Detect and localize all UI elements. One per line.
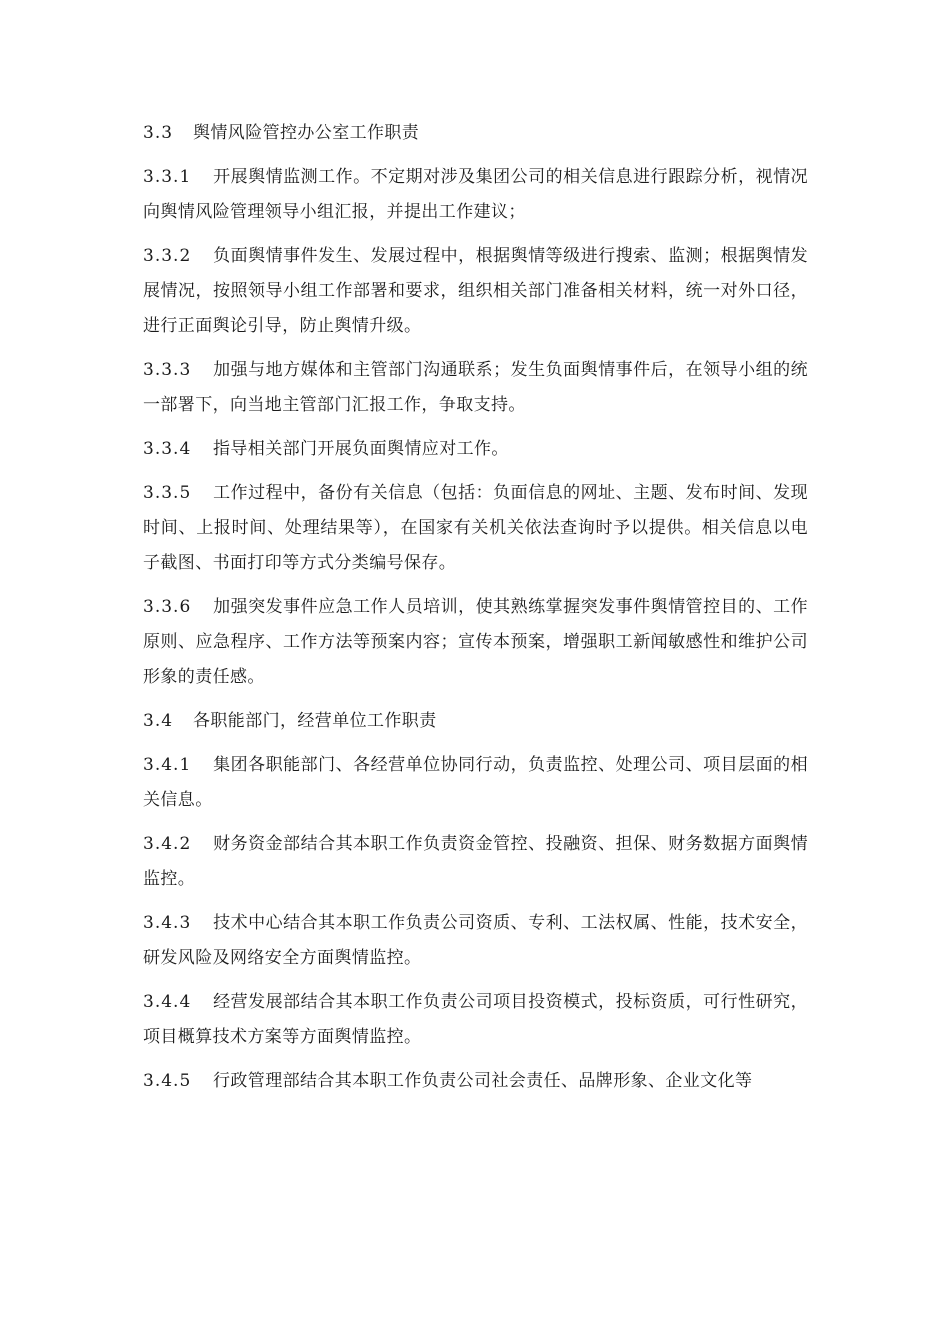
clause-text: 行政管理部结合其本职工作负责公司社会责任、品牌形象、企业文化等 [213, 1071, 753, 1091]
clause-3-3-6 [143, 590, 808, 695]
clause-3-3-2 [143, 239, 808, 344]
clause-number: 3.3.3 [143, 360, 192, 380]
clause-text: 经营发展部结合其本职工作负责公司项目投资模式，投标资质，可行性研究，项目概算技术方案等方面舆情监控。 [143, 992, 808, 1047]
document-page [143, 116, 808, 1108]
clause-number: 3.3.2 [143, 246, 192, 266]
clause-3-4-5 [143, 1064, 808, 1099]
clause-3-3-4 [143, 432, 808, 467]
clause-text: 技术中心结合其本职工作负责公司资质、专利、工法权属、性能，技术安全，研发风险及网络安全方面舆情监控。 [143, 913, 808, 968]
clause-number: 3.3.5 [143, 483, 192, 503]
section-number: 3.3 [143, 123, 174, 143]
clause-text: 集团各职能部门、各经营单位协同行动，负责监控、处理公司、项目层面的相关信息。 [143, 755, 808, 810]
clause-3-3-3 [143, 353, 808, 423]
section-number: 3.4 [143, 711, 174, 731]
clause-number: 3.3.4 [143, 439, 192, 459]
clause-number: 3.4.3 [143, 913, 192, 933]
clause-text: 加强与地方媒体和主管部门沟通联系；发生负面舆情事件后，在领导小组的统一部署下，向当地主管部门汇报工作，争取支持。 [143, 360, 808, 415]
clause-number: 3.4.4 [143, 992, 192, 1012]
clause-3-4-4 [143, 985, 808, 1055]
clause-3-4-3 [143, 906, 808, 976]
clause-number: 3.4.5 [143, 1071, 192, 1091]
clause-text: 工作过程中，备份有关信息（包括：负面信息的网址、主题、发布时间、发现时间、上报时间、处理结果等），在国家有关机关依法查询时予以提供。相关信息以电子截图、书面打印等方式分类编号保存。 [143, 483, 808, 573]
clause-text: 负面舆情事件发生、发展过程中，根据舆情等级进行搜索、监测；根据舆情发展情况，按照领导小组工作部署和要求，组织相关部门准备相关材料，统一对外口径，进行正面舆论引导，防止舆情升级。 [143, 246, 808, 336]
section-heading-3-3 [143, 116, 808, 151]
clause-3-4-1 [143, 748, 808, 818]
section-heading-3-4 [143, 704, 808, 739]
clause-3-4-2 [143, 827, 808, 897]
clause-text: 加强突发事件应急工作人员培训，使其熟练掌握突发事件舆情管控目的、工作原则、应急程序、工作方法等预案内容；宣传本预案，增强职工新闻敏感性和维护公司形象的责任感。 [143, 597, 808, 687]
clause-number: 3.4.2 [143, 834, 192, 854]
clause-text: 指导相关部门开展负面舆情应对工作。 [213, 439, 509, 459]
clause-3-3-5 [143, 476, 808, 581]
clause-text: 财务资金部结合其本职工作负责资金管控、投融资、担保、财务数据方面舆情监控。 [143, 834, 808, 889]
section-title: 舆情风险管控办公室工作职责 [193, 123, 420, 143]
clause-text: 开展舆情监测工作。不定期对涉及集团公司的相关信息进行跟踪分析，视情况向舆情风险管理领导小组汇报，并提出工作建议； [143, 167, 808, 222]
clause-number: 3.3.6 [143, 597, 192, 617]
section-title: 各职能部门，经营单位工作职责 [193, 711, 437, 731]
clause-number: 3.3.1 [143, 167, 192, 187]
clause-3-3-1 [143, 160, 808, 230]
clause-number: 3.4.1 [143, 755, 192, 775]
